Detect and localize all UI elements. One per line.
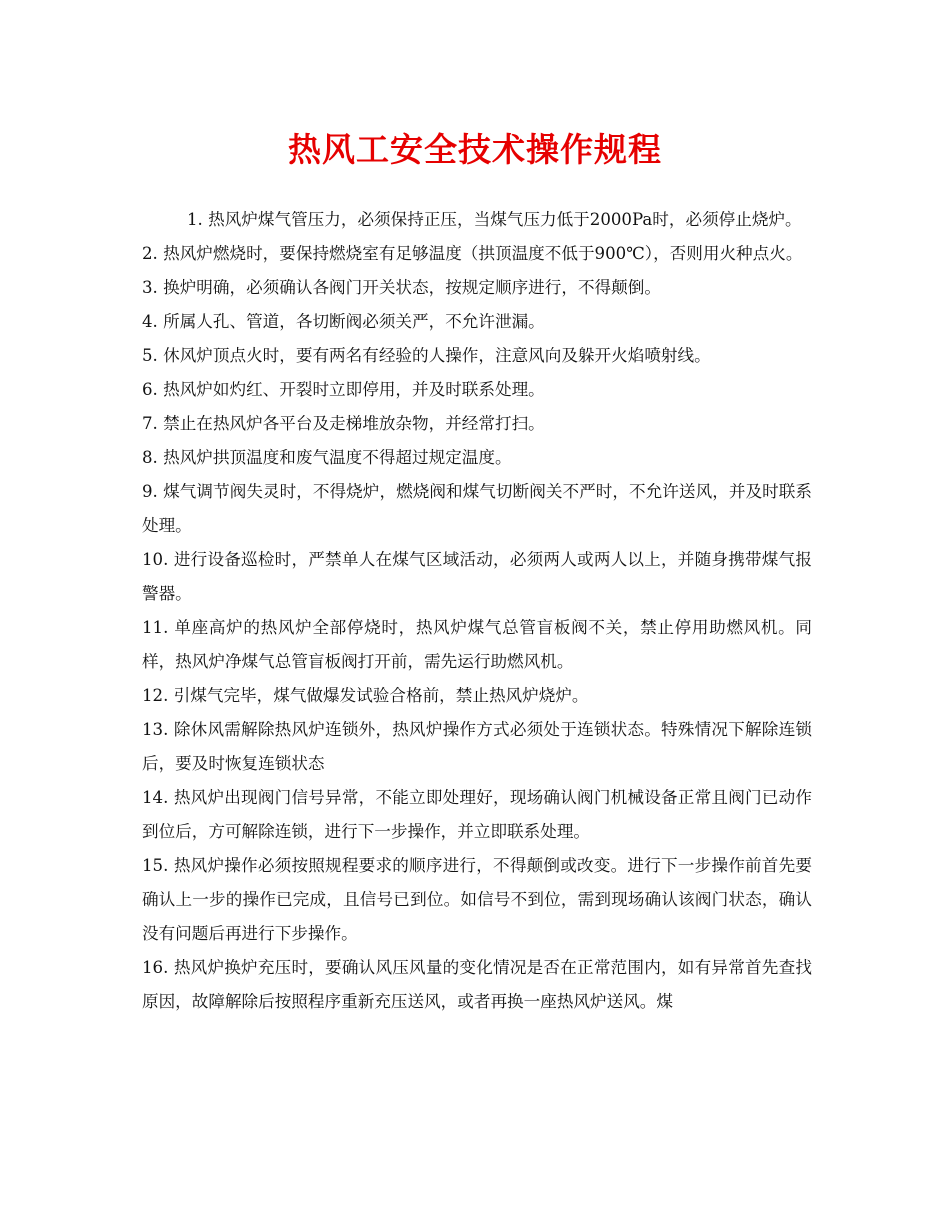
paragraph-14: 14. 热风炉出现阀门信号异常，不能立即处理好，现场确认阀门机械设备正常且阀门已动作到位后，方可解除连锁，进行下一步操作，并立即联系处理。: [142, 788, 812, 841]
paragraph-13: 13. 除休风需解除热风炉连锁外，热风炉操作方式必须处于连锁状态。特殊情况下解除连锁后，要及时恢复连锁状态: [142, 720, 812, 773]
paragraph-11: 11. 单座高炉的热风炉全部停烧时，热风炉煤气总管盲板阀不关，禁止停用助燃风机。同样，热风炉净煤气总管盲板阀打开前，需先运行助燃风机。: [142, 618, 812, 671]
paragraph-8: 8. 热风炉拱顶温度和废气温度不得超过规定温度。: [142, 448, 512, 467]
paragraph-5: 5. 休风炉顶点火时，要有两名有经验的人操作，注意风向及躲开火焰喷射线。: [142, 346, 711, 365]
paragraph-1: 1. 热风炉煤气管压力，必须保持正压，当煤气压力低于2000Pa时，必须停止烧炉。: [187, 210, 802, 229]
paragraph-3: 3. 换炉明确，必须确认各阀门开关状态，按规定顺序进行，不得颠倒。: [142, 278, 661, 297]
paragraph-4: 4. 所属人孔、管道，各切断阀必须关严，不允许泄漏。: [142, 312, 545, 331]
paragraph-7: 7. 禁止在热风炉各平台及走梯堆放杂物，并经常打扫。: [142, 414, 545, 433]
paragraph-12: 12. 引煤气完毕，煤气做爆发试验合格前，禁止热风炉烧炉。: [142, 686, 589, 705]
paragraph-16: 16. 热风炉换炉充压时，要确认风压风量的变化情况是否在正常范围内，如有异常首先查找原因，故障解除后按照程序重新充压送风，或者再换一座热风炉送风。煤: [142, 958, 812, 1011]
document-body: [142, 203, 812, 1019]
paragraph-10: 10. 进行设备巡检时，严禁单人在煤气区域活动，必须两人或两人以上，并随身携带煤气报警器。: [142, 550, 812, 603]
paragraph-2: 2. 热风炉燃烧时，要保持燃烧室有足够温度（拱顶温度不低于900℃），否则用火种点火。: [142, 244, 803, 263]
paragraph-9: 9. 煤气调节阀失灵时，不得烧炉，燃烧阀和煤气切断阀关不严时，不允许送风，并及时联系处理。: [142, 482, 812, 535]
paragraph-6: 6. 热风炉如灼红、开裂时立即停用，并及时联系处理。: [142, 380, 545, 399]
document-title: 热风工安全技术操作规程: [288, 130, 662, 169]
paragraph-15: 15. 热风炉操作必须按照规程要求的顺序进行，不得颠倒或改变。进行下一步操作前首先要确认上一步的操作已完成，且信号已到位。如信号不到位，需到现场确认该阀门状态，确认没有问题后再进行下步操作。: [142, 856, 812, 943]
